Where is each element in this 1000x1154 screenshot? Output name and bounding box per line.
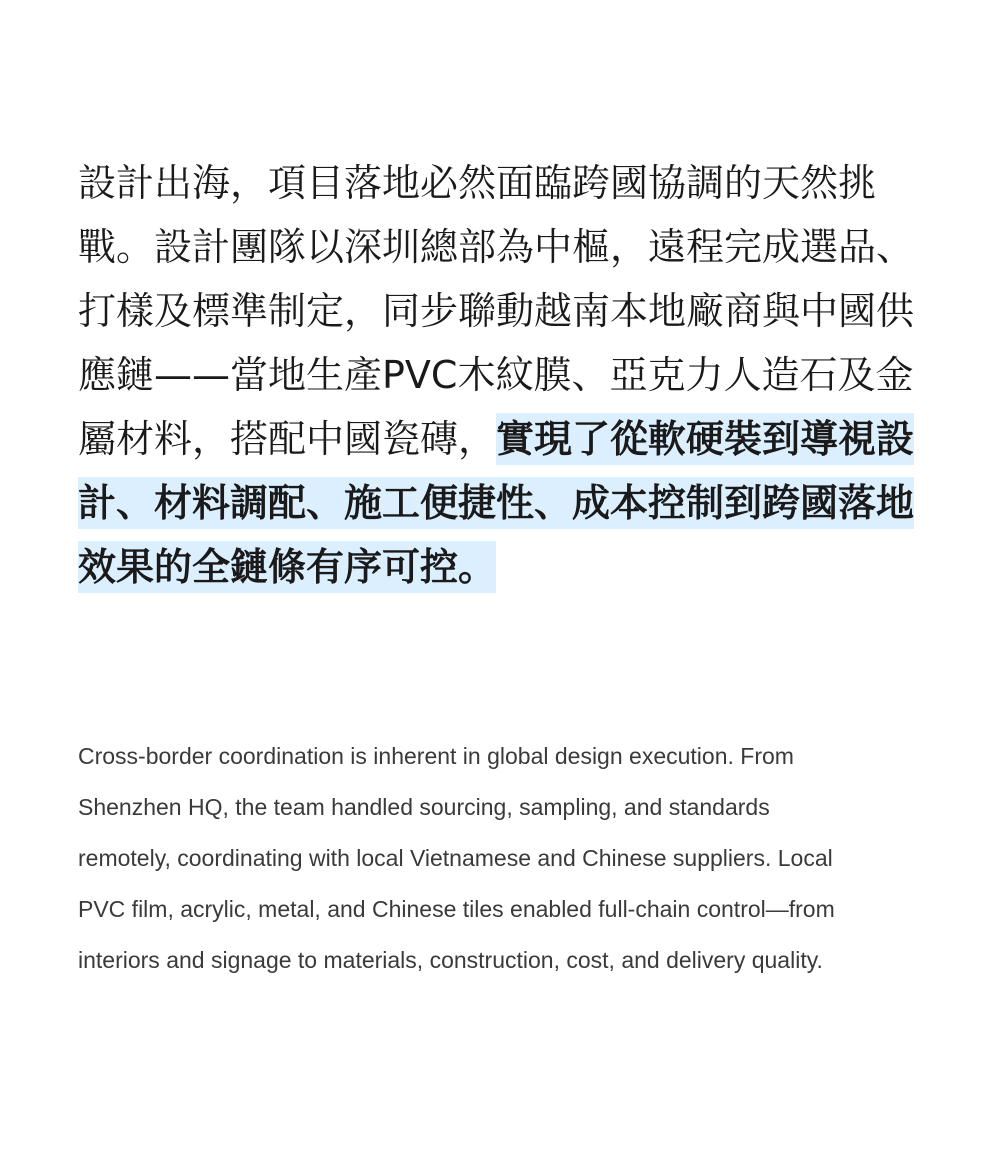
english-line-2: Shenzhen HQ, the team handled sourcing, sampling, and standards	[78, 794, 770, 820]
chinese-line-4-text: 應鏈——當地生產PVC木紋膜、亞克力人造石及金	[78, 353, 914, 397]
chinese-line-2-text: 戰。設計團隊以深圳總部為中樞，遠程完成選品、	[78, 225, 915, 269]
chinese-line-1-text: 設計出海，項目落地必然面臨跨國協調的天然挑	[78, 161, 877, 205]
chinese-line-2	[78, 215, 938, 279]
chinese-line-7	[78, 535, 938, 599]
chinese-line-3-text: 打樣及標準制定，同步聯動越南本地廠商與中國供	[78, 289, 915, 333]
highlighted-text: 實現了從軟硬裝到導視設	[496, 413, 914, 465]
english-line-1: Cross-border coordination is inherent in global design execution. From	[78, 743, 794, 769]
english-line-5: interiors and signage to materials, construction, cost, and delivery quality.	[78, 947, 823, 973]
english-line-3: remotely, coordinating with local Vietnamese and Chinese suppliers. Local	[78, 845, 833, 871]
chinese-line-6	[78, 471, 938, 535]
highlighted-text: 計、材料調配、施工便捷性、成本控制到跨國落地	[78, 477, 914, 529]
chinese-paragraph	[78, 151, 938, 599]
chinese-line-4	[78, 343, 938, 407]
chinese-line-5-text: 屬材料，搭配中國瓷磚，	[78, 417, 497, 461]
highlighted-text: 效果的全鏈條有序可控。	[78, 541, 496, 593]
chinese-line-5	[78, 407, 938, 471]
english-line-4: PVC film, acrylic, metal, and Chinese tiles enabled full-chain control—from	[78, 896, 835, 922]
chinese-line-3	[78, 279, 938, 343]
chinese-line-1	[78, 151, 938, 215]
english-paragraph	[78, 731, 928, 986]
